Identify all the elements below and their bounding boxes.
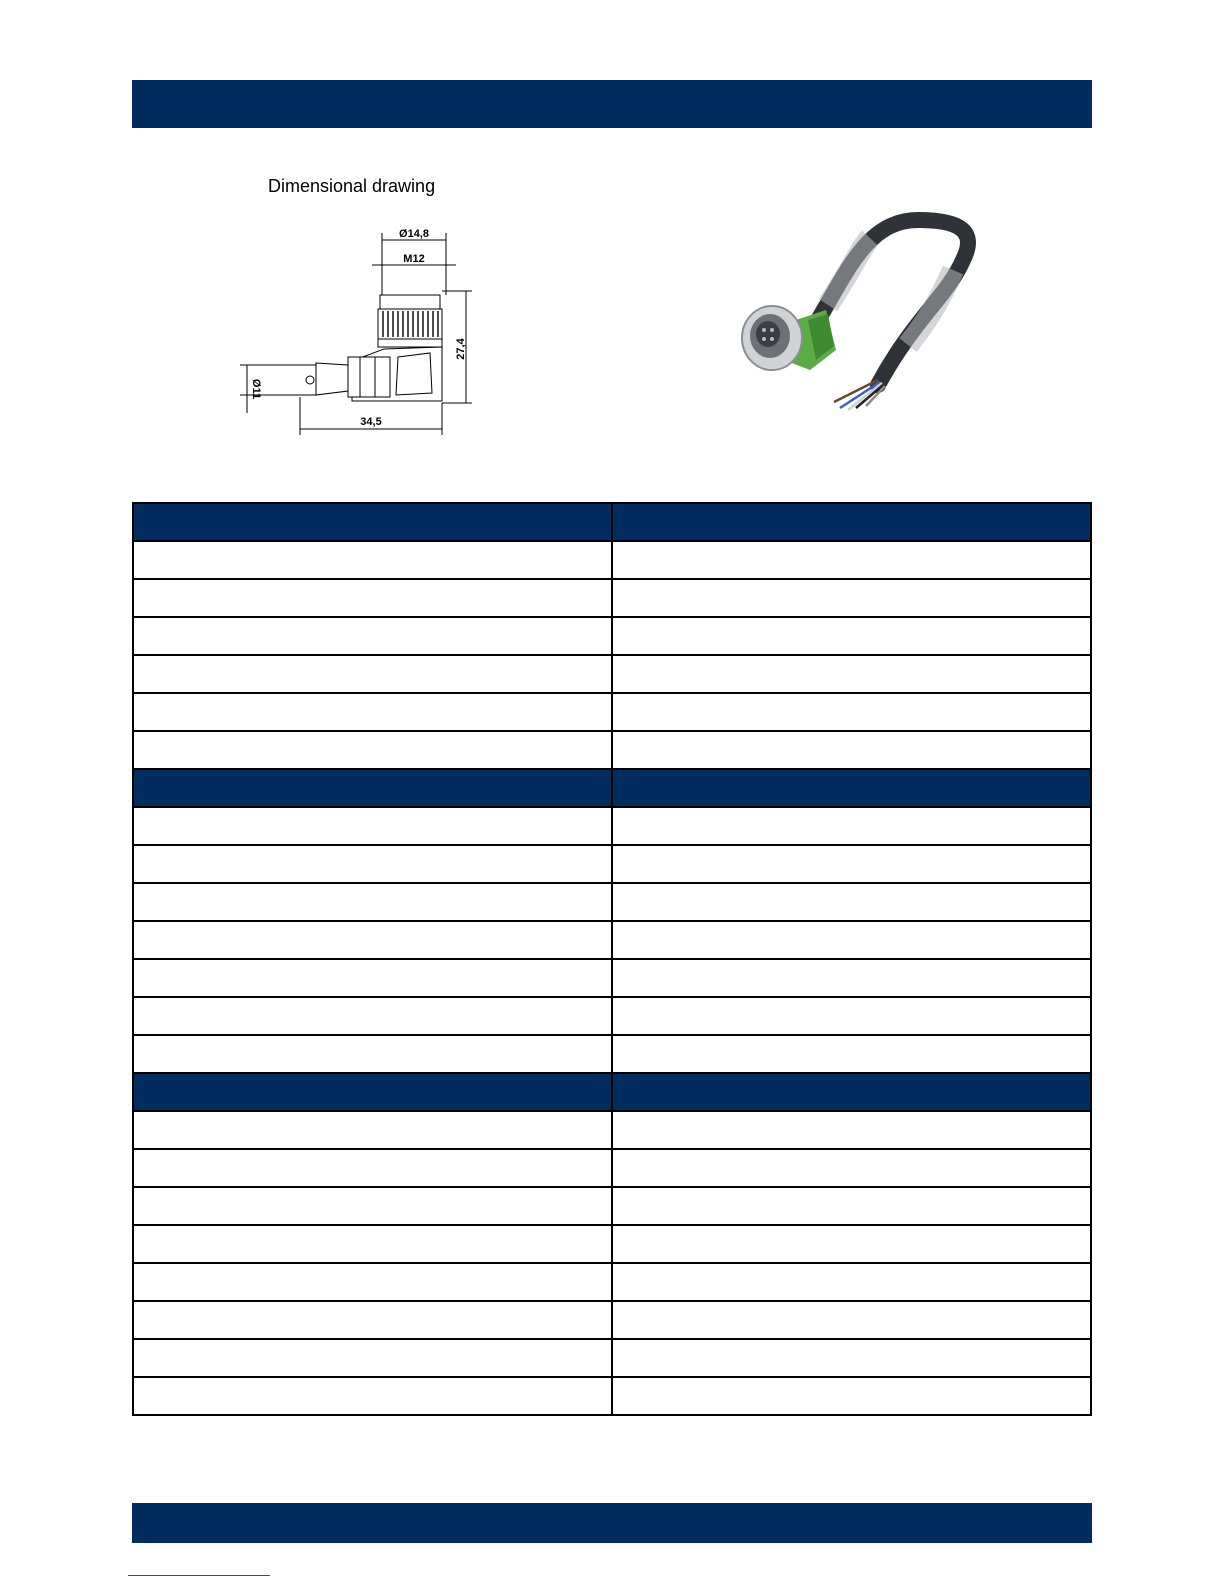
- dim-height: 27,4: [455, 338, 467, 360]
- table-row: [133, 1225, 1091, 1263]
- table-row: [133, 807, 1091, 845]
- table-row: [133, 997, 1091, 1035]
- table-row: [133, 921, 1091, 959]
- section-header-row: [133, 503, 1091, 541]
- table-row: [133, 883, 1091, 921]
- table-row: [133, 1301, 1091, 1339]
- table-row: [133, 655, 1091, 693]
- table-row: [133, 1035, 1091, 1073]
- property-cell: [133, 1111, 612, 1149]
- dimensional-drawing: [220, 225, 490, 445]
- footer-banner: [132, 1503, 1092, 1543]
- drawing-caption: Dimensional drawing: [268, 176, 436, 196]
- value-cell: [612, 1225, 1091, 1263]
- property-cell: [133, 1263, 612, 1301]
- value-cell: [612, 1073, 1091, 1111]
- value-cell: [612, 1187, 1091, 1225]
- value-cell: [612, 655, 1091, 693]
- value-cell: [612, 997, 1091, 1035]
- dim-thread: M12: [403, 253, 425, 265]
- value-cell: [612, 1301, 1091, 1339]
- value-cell: [612, 883, 1091, 921]
- property-cell: [133, 807, 612, 845]
- property-cell: [133, 1149, 612, 1187]
- property-cell: [133, 1301, 612, 1339]
- property-cell: [133, 579, 612, 617]
- value-cell: [612, 579, 1091, 617]
- property-cell: [133, 959, 612, 997]
- property-cell: [133, 1225, 612, 1263]
- value-cell: [612, 1377, 1091, 1415]
- value-cell: [612, 807, 1091, 845]
- property-cell: [133, 883, 612, 921]
- property-cell: [133, 921, 612, 959]
- property-cell: [133, 655, 612, 693]
- dim-cable-diameter: Ø11: [250, 378, 262, 400]
- property-cell: [133, 1035, 612, 1073]
- value-cell: [612, 1263, 1091, 1301]
- property-cell: [133, 1339, 612, 1377]
- table-row: [133, 617, 1091, 655]
- table-row: [133, 1111, 1091, 1149]
- table-row: [133, 731, 1091, 769]
- table-row: [133, 1187, 1091, 1225]
- value-cell: [612, 1111, 1091, 1149]
- table-row: [133, 541, 1091, 579]
- spec-table: [132, 502, 1092, 1416]
- table-row: [133, 1263, 1091, 1301]
- section-header-row: [133, 1073, 1091, 1111]
- value-cell: [612, 541, 1091, 579]
- table-row: [133, 693, 1091, 731]
- value-cell: [612, 921, 1091, 959]
- value-cell: [612, 503, 1091, 541]
- header-banner: [132, 80, 1092, 128]
- value-cell: [612, 693, 1091, 731]
- value-cell: [612, 845, 1091, 883]
- table-row: [133, 959, 1091, 997]
- property-cell: [133, 845, 612, 883]
- property-cell: [133, 997, 612, 1035]
- table-row: [133, 1377, 1091, 1415]
- section-header-row: [133, 769, 1091, 807]
- table-row: [133, 1149, 1091, 1187]
- property-cell: [133, 731, 612, 769]
- footer-link-underline[interactable]: [128, 1575, 270, 1576]
- property-cell: [133, 503, 612, 541]
- value-cell: [612, 1339, 1091, 1377]
- property-cell: [133, 541, 612, 579]
- value-cell: [612, 1149, 1091, 1187]
- table-row: [133, 1339, 1091, 1377]
- property-cell: [133, 1187, 612, 1225]
- property-cell: [133, 769, 612, 807]
- table-row: [133, 845, 1091, 883]
- dim-outer-diameter: Ø14,8: [399, 228, 429, 240]
- value-cell: [612, 731, 1091, 769]
- value-cell: [612, 959, 1091, 997]
- property-cell: [133, 617, 612, 655]
- m12-right-angle-cable-icon: [738, 210, 998, 430]
- value-cell: [612, 769, 1091, 807]
- table-row: [133, 579, 1091, 617]
- dim-length: 34,5: [360, 416, 382, 428]
- property-cell: [133, 693, 612, 731]
- value-cell: [612, 1035, 1091, 1073]
- property-cell: [133, 1073, 612, 1111]
- value-cell: [612, 617, 1091, 655]
- property-cell: [133, 1377, 612, 1415]
